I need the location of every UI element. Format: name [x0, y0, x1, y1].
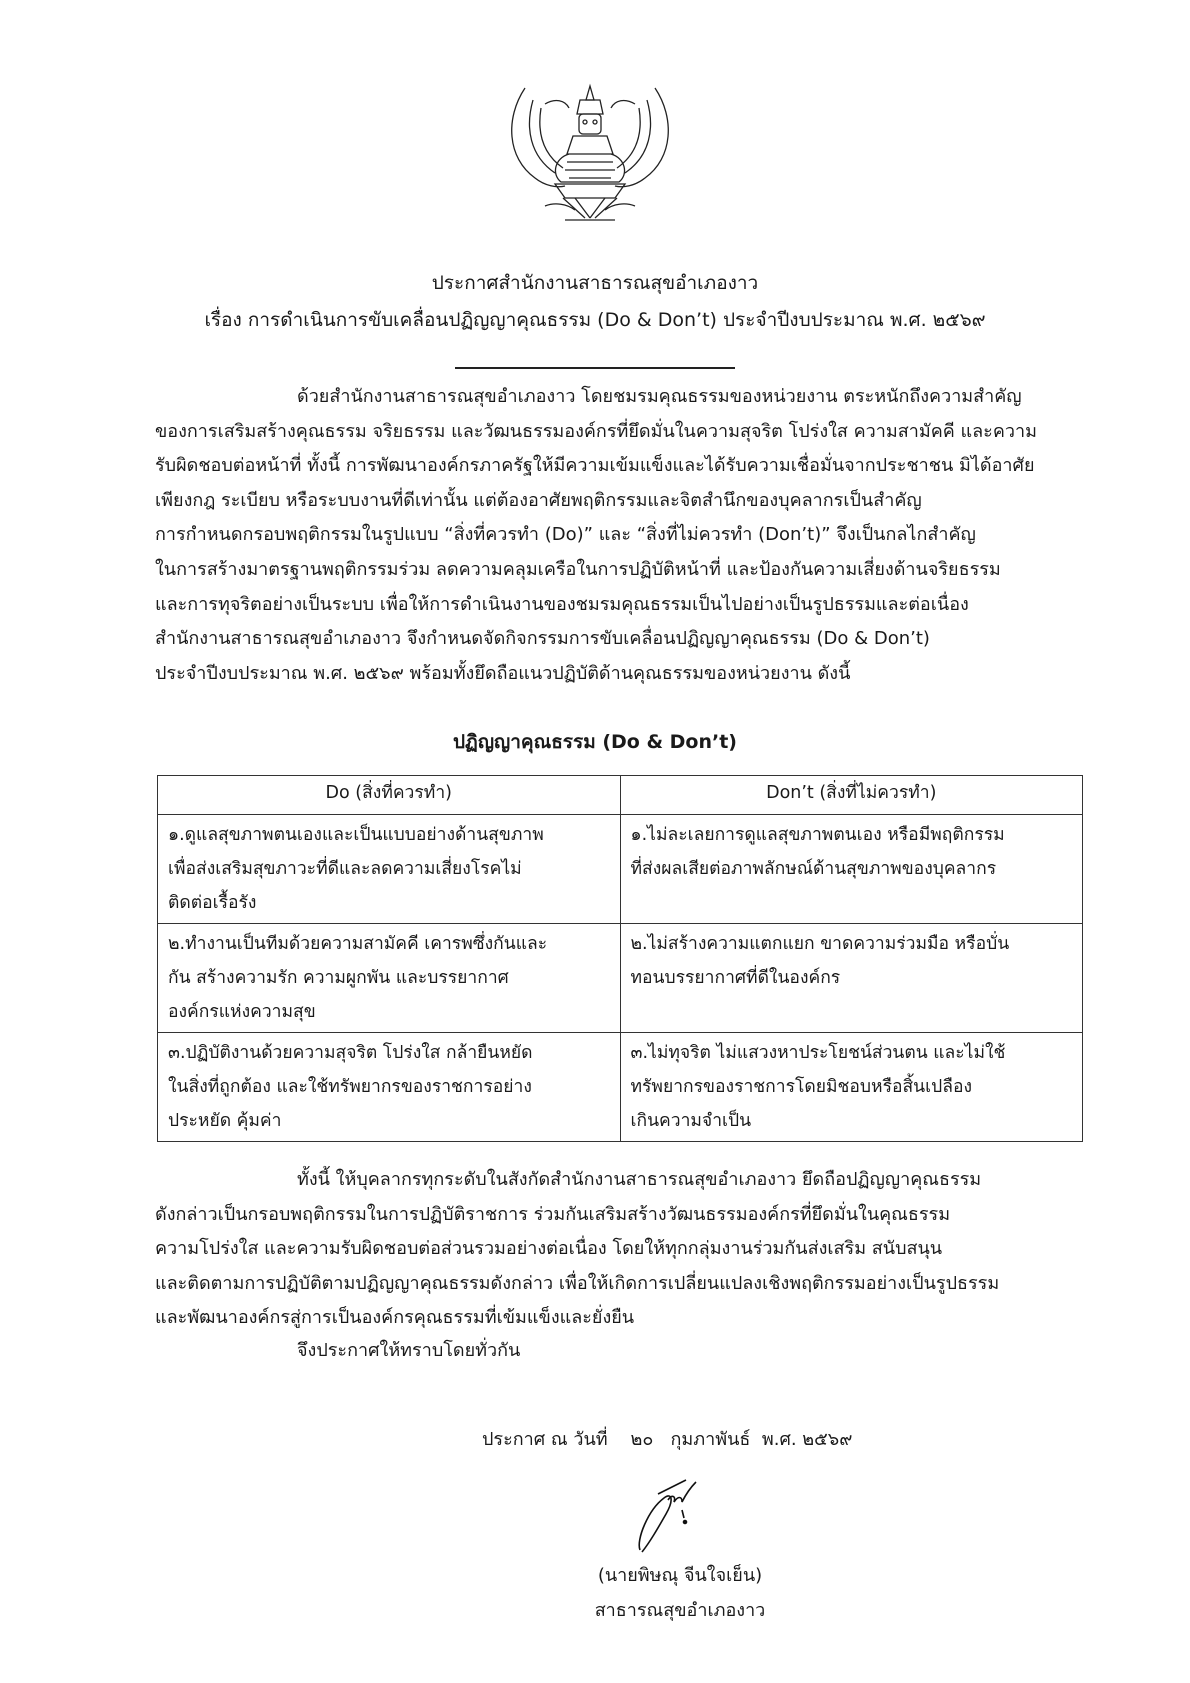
intro-line: ในการสร้างมาตรฐานพฤติกรรมร่วม ลดความคลุมเครือในการปฏิบัติหน้าที่ และป้องกันความเสี่ยงด้านจริยธรรม: [155, 558, 1001, 580]
cell-line: ทรัพยากรของราชการโดยมิชอบหรือสิ้นเปลือง: [630, 1077, 972, 1097]
intro-line: ประจำปีงบประมาณ พ.ศ. ๒๕๖๙ พร้อมทั้งยึดถือแนวปฏิบัติด้านคุณธรรมของหน่วยงาน ดังนี้: [155, 662, 851, 684]
announcement-title: ประกาศสำนักงานสาธารณสุขอำเภองาว: [431, 272, 759, 294]
cell-line: ประหยัด คุ้มค่า: [168, 1111, 282, 1131]
conclusion-paragraph: [155, 1163, 1085, 1336]
cell-line: ๒.ไม่สร้างความแตกแยก ขาดความร่วมมือ หรือบั่น: [630, 934, 1010, 954]
cell-line: องค์กรแห่งความสุข: [168, 1002, 316, 1022]
column-header-dont: Don’t (สิ่งที่ไม่ควรทำ): [620, 776, 1083, 815]
cell-line: ๑.ไม่ละเลยการดูแลสุขภาพตนเอง หรือมีพฤติกรรม: [630, 825, 1005, 845]
intro-line: การกำหนดกรอบพฤติกรรมในรูปแบบ “สิ่งที่ควรทำ (Do)” และ “สิ่งที่ไม่ควรทำ (Don’t)” จึงเป็นกลไกสำคัญ: [155, 524, 976, 546]
conclusion-line: ความโปร่งใส และความรับผิดชอบต่อส่วนรวมอย่างต่อเนื่อง โดยให้ทุกกลุ่มงานร่วมกันส่งเสริม สนับสนุน: [155, 1238, 943, 1260]
intro-line: ด้วยสำนักงานสาธารณสุขอำเภองาว โดยชมรมคุณธรรมของหน่วยงาน ตระหนักถึงความสำคัญ: [297, 386, 1022, 407]
intro-line: รับผิดชอบต่อหน้าที่ ทั้งนี้ การพัฒนาองค์กรภาครัฐให้มีความเข้มแข็งและได้รับความเชื่อมั่นจากประชาชน มิได้อาศัย: [155, 455, 1035, 477]
table-row: [158, 1033, 1083, 1142]
announcement-subject: เรื่อง การดำเนินการขับเคลื่อนปฏิญญาคุณธรรม (Do & Don’t) ประจำปีงบประมาณ พ.ศ. ๒๕๖๙: [204, 309, 986, 331]
signer-position: สาธารณสุขอำเภองาว: [594, 1600, 766, 1621]
cell-line: ๑.ดูแลสุขภาพตนเองและเป็นแบบอย่างด้านสุขภาพ: [168, 825, 544, 845]
intro-line: และการทุจริตอย่างเป็นระบบ เพื่อให้การดำเนินงานของชมรมคุณธรรมเป็นไปอย่างเป็นรูปธรรมและต่อเนื่อง: [155, 593, 969, 615]
dont-cell: [620, 924, 1083, 1033]
conclusion-line: ทั้งนี้ ให้บุคลากรทุกระดับในสังกัดสำนักงานสาธารณสุขอำเภองาว ยึดถือปฏิญญาคุณธรรม: [297, 1169, 982, 1190]
do-dont-table: [157, 775, 1083, 1142]
dont-cell: [620, 1033, 1083, 1142]
conclusion-line: และติดตามการปฏิบัติตามปฏิญญาคุณธรรมดังกล่าว เพื่อให้เกิดการเปลี่ยนแปลงเชิงพฤติกรรมอย่างเป็นรูปธรรม: [155, 1272, 1000, 1294]
garuda-emblem-icon: [485, 78, 695, 228]
title-divider: [455, 367, 735, 369]
announcement-date: ประกาศ ณ วันที่ ๒๐ กุมภาพันธ์ พ.ศ. ๒๕๖๙: [482, 1429, 853, 1450]
cell-line: ๒.ทำงานเป็นทีมด้วยความสามัคคี เคารพซึ่งกันและ: [168, 934, 548, 954]
cell-line: เพื่อส่งเสริมสุขภาวะที่ดีและลดความเสี่ยงโรคไม่: [168, 859, 522, 879]
intro-line: ของการเสริมสร้างคุณธรรม จริยธรรม และวัฒนธรรมองค์กรที่ยึดมั่นในความสุจริต โปร่งใส ความสามัคคี และความ: [155, 420, 1037, 442]
cell-line: เกินความจำเป็น: [630, 1111, 752, 1131]
cell-line: ติดต่อเรื้อรัง: [168, 893, 257, 913]
intro-line: สำนักงานสาธารณสุขอำเภองาว จึงกำหนดจัดกิจกรรมการขับเคลื่อนปฏิญญาคุณธรรม (Do & Don’t): [155, 628, 930, 650]
conclusion-line: และพัฒนาองค์กรสู่การเป็นองค์กรคุณธรรมที่เข้มแข็งและยั่งยืน: [155, 1307, 635, 1329]
column-header-do: Do (สิ่งที่ควรทำ): [158, 776, 621, 815]
conclusion-line: ดังกล่าวเป็นกรอบพฤติกรรมในการปฏิบัติราชการ ร่วมกันเสริมสร้างวัฒนธรรมองค์กรที่ยึดมั่นในคุณธรรม: [155, 1203, 951, 1225]
cell-line: ในสิ่งที่ถูกต้อง และใช้ทรัพยากรของราชการอย่าง: [168, 1077, 532, 1097]
signer-name: (นายพิษณุ จีนใจเย็น): [597, 1565, 763, 1586]
cell-line: ๓.ไม่ทุจริต ไม่แสวงหาประโยชน์ส่วนตน และไม่ใช้: [630, 1043, 1006, 1063]
cell-line: กัน สร้างความรัก ความผูกพัน และบรรยากาศ: [168, 968, 509, 988]
intro-line: เพียงกฎ ระเบียบ หรือระบบงานที่ดีเท่านั้น แต่ต้องอาศัยพฤติกรรมและจิตสำนึกของบุคลากรเป็นสำคัญ: [155, 489, 922, 511]
do-cell: [158, 1033, 621, 1142]
dont-cell: [620, 815, 1083, 924]
cell-line: ทอนบรรยากาศที่ดีในองค์กร: [630, 968, 841, 988]
table-row: [158, 815, 1083, 924]
cell-line: ที่ส่งผลเสียต่อภาพลักษณ์ด้านสุขภาพของบุคลากร: [630, 859, 997, 879]
table-row: [158, 924, 1083, 1033]
do-cell: [158, 815, 621, 924]
intro-paragraph: [155, 380, 1085, 691]
cell-line: ๓.ปฏิบัติงานด้วยความสุจริต โปร่งใส กล้ายืนหยัด: [168, 1043, 533, 1063]
closing-statement: จึงประกาศให้ทราบโดยทั่วกัน: [297, 1340, 521, 1361]
do-cell: [158, 924, 621, 1033]
signature-icon: [628, 1470, 708, 1555]
table-title: ปฏิญญาคุณธรรม (Do & Don’t): [453, 731, 737, 753]
table-header-row: [158, 776, 1083, 815]
